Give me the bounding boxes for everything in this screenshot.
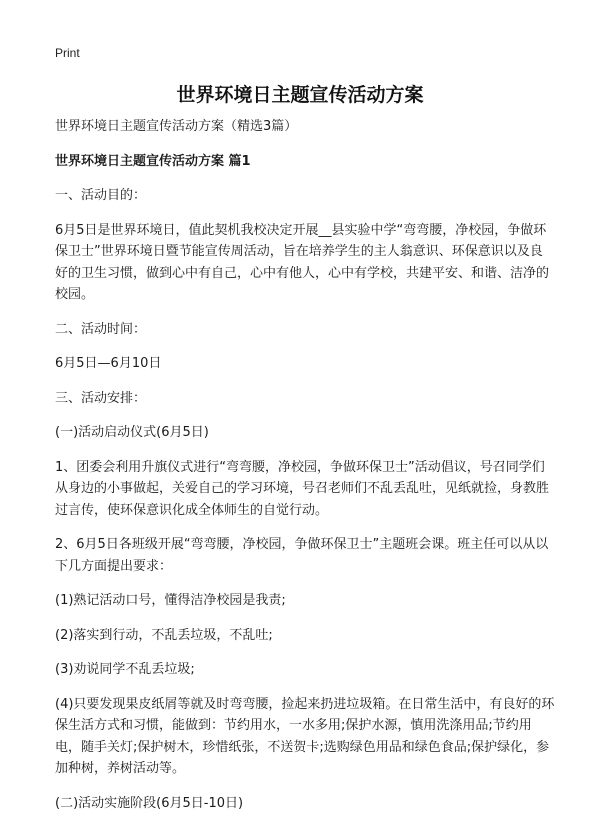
requirement-3: (3)劝说同学不乱丢垃圾; [55,662,195,677]
paragraph-item-2: 2、6月5日各班级开展“弯弯腰，净校园，争做环保卫士”主题班会课。班主任可以从以下几方面提出要求： [55,537,549,574]
requirement-1: (1)熟记活动口号，懂得洁净校园是我责; [55,593,286,608]
paragraph-purpose: 6月5日是世界环境日，值此契机我校决定开展__县实验中学“弯弯腰，净校园，争做环保卫士”世界环境日暨节能宣传周活动，旨在培养学生的主人翁意识、环保意识以及良好的卫生习惯，做到心中有自己，心中有他人，心中有学校，共建平安、和谐、洁净的校园。 [55,222,550,302]
heading-purpose: 一、活动目的： [55,188,147,203]
paragraph-item-1: 1、团委会利用升旗仪式进行“弯弯腰，净校园，争做环保卫士”活动倡议，号召同学们从身边的小事做起，关爱自己的学习环境，号召老师们不乱丢乱吐，见纸就捡，身教胜过言传，使环保意识化成全体师生的自觉行动。 [55,459,550,518]
heading-arrangement: 三、活动安排： [55,390,147,406]
paragraph-time: 6月5日—6月10日 [55,356,162,371]
requirement-2: (2)落实到行动，不乱丢垃圾，不乱吐; [55,627,273,643]
document-subtitle: 世界环境日主题宣传活动方案（精选3篇） [55,119,298,134]
print-label: Print [55,46,80,60]
phase-two-heading: (二)活动实施阶段(6月5日-10日) [55,795,244,811]
page-title: 世界环境日主题宣传活动方案 [176,84,424,106]
document-body [55,116,555,827]
heading-time: 二、活动时间： [55,321,147,337]
requirement-4: (4)只要发现果皮纸屑等就及时弯弯腰，捡起来扔进垃圾箱。在日常生活中，有良好的环保生活方式和习惯，能做到：节约用水，一水多用;保护水源，慎用洗涤用品;节约用电，随手关灯;保护树木，珍惜纸张，不送贺卡;选购绿色用品和绿色食品;保护绿化，参加种树，养树活动等。 [55,696,555,776]
phase-one-heading: (一)活动启动仪式(6月5日) [55,425,209,440]
section-heading: 世界环境日主题宣传活动方案 篇1 [55,153,251,169]
